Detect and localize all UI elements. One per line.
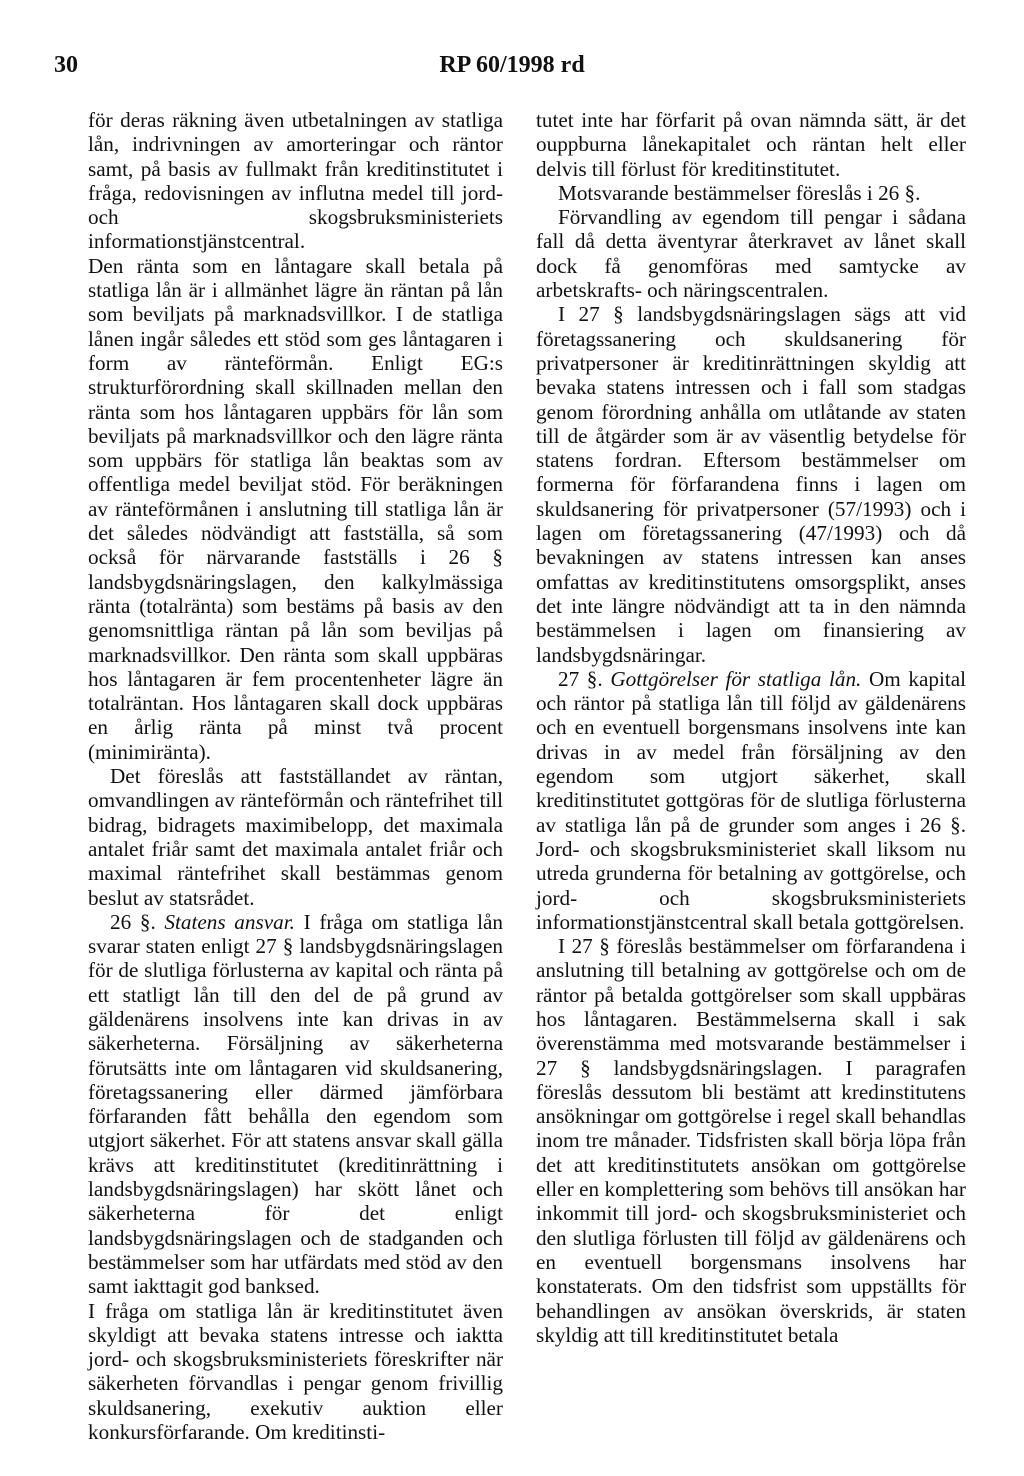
- page-number: 30: [54, 52, 78, 78]
- paragraph: I 27 § föreslås bestämmelser om förfarandena i anslutning till betalning av gottgörelse och om de räntor på betalda gottgörelser som skall uppbäras hos låntagaren. Bestämmelserna skall i sak överenstämma med motsvarande bestämmelser i 27 § landsbygdsnäringslagen. I paragrafen föreslås dessutom bli bestämt att kredinstitutens ansökningar om gottgörelse i regel skall behandlas inom tre månader. Tidsfristen skall börja löpa från det att kreditinstitutets ansökan om gottgörelse eller en komplettering som behövs till ansökan har inkommit till jord- och skogsbruksministeriet och den slutliga förlusten till följd av gäldenärens och en eventuell borgensmans insolvens har konstaterats. Om den tidsfrist som uppställts för behandlingen av ansökan överskrids, är staten skyldig att till kreditinstitutet betala: [536, 934, 966, 1347]
- paragraph: Den ränta som en låntagare skall betala på statliga lån är i allmänhet lägre än räntan på lån som beviljats på marknadsvillkor. I de statliga lånen ingår således ett stöd som ges låntagaren i form av ränteförmån. Enligt EG:s strukturförordning skall skillnaden mellan den ränta som hos låntagaren uppbärs för lån som beviljats på marknadsvillkor och den lägre ränta som uppbärs för statliga lån beaktas som av offentliga medel beviljat stöd. För beräkningen av ränteförmånen i anslutning till statliga lån är det således nödvändigt att fastställa, så som också för närvarande fastställs i 26 § landsbygdsnäringslagen, den kalkylmässiga ränta (totalränta) som bestäms på basis av den genomsnittliga räntan på lån som beviljas på marknadsvillkor. Den ränta som skall uppbäras hos låntagaren är fem procentenheter lägre än totalräntan. Hos låntagaren skall dock uppbäras en årlig ränta på minst två procent (minimiränta).: [88, 253, 503, 764]
- section-title: Statens ansvar.: [164, 909, 295, 934]
- paragraph: Det föreslås att fastställandet av räntan, omvandlingen av ränteförmån och räntefrihet till bidrag, bidragets maximibelopp, det maximala antalet friår samt det maximala antalet friår och maximal räntefrihet skall bestämmas genom beslut av statsrådet.: [88, 764, 503, 910]
- paragraph: för deras räkning även utbetalningen av statliga lån, indrivningen av amorteringar och räntor samt, på basis av fullmakt från kreditinstitutet i fråga, redovisningen av influtna medel till jord- och skogsbruksministeriets informationstjänstcentral.: [88, 108, 503, 254]
- section-paragraph: [536, 667, 966, 934]
- section-title: Gottgörelser för statliga lån.: [610, 666, 862, 691]
- paragraph: I fråga om statliga lån är kreditinstitutet även skyldigt att bevaka statens intresse och iaktta jord- och skogsbruksministeriets föreskrifter när säkerheten förvandlas i pengar genom frivillig skuldsanering, exekutiv auktion eller konkursförfarande. Om kreditinsti-: [88, 1298, 503, 1445]
- paragraph: Förvandling av egendom till pengar i sådana fall då detta äventyrar återkravet av lånet skall dock få genomföras med samtycke av arbetskrafts- och näringscentralen.: [536, 205, 966, 303]
- section-number: 27 §.: [558, 666, 603, 691]
- paragraph: I 27 § landsbygdsnäringslagen sägs att vid företagssanering och skuldsanering för privatpersoner är kreditinrättningen skyldig att bevaka statens intressen och i fall som stadgas genom förordning anhålla om utlåtande av staten till de åtgärder som är av väsentlig betydelse för statens fordran. Eftersom bestämmelser om formerna för förfarandena finns i lagen om skuldsanering för privatpersoner (57/1993) och i lagen om företagssanering (47/1993) och då bevakningen av statens intressen kan anses omfattas av kreditinstitutens omsorgsplikt, anses det inte längre nödvändigt att ta in den nämnda bestämmelsen i lagen om finansiering av landsbygdsnäringar.: [536, 302, 966, 667]
- section-text: Om kapital och räntor på statliga lån till följd av gäldenärens och en eventuell borgensmans insolvens inte kan drivas in av medel från försäljning av den egendom som utgjort säkerhet, skall kreditinstitutet gottgöras för de slutliga förlusterna av statliga lån på de grunder som anges i 26 §. Jord- och skogsbruksministeriet skall liksom nu utreda grunderna för betalning av gottgörelse, och jord- och skogsbruksministeriets informationstjänstcentral skall betala gottgörelsen.: [536, 666, 967, 934]
- paragraph: Motsvarande bestämmelser föreslås i 26 §.: [558, 180, 921, 205]
- section-number: 26 §.: [110, 909, 156, 934]
- document-id: RP 60/1998 rd: [439, 52, 585, 78]
- left-column: [88, 108, 503, 1444]
- section-paragraph: [88, 910, 503, 1299]
- paragraph: tutet inte har förfarit på ovan nämnda sätt, är det ouppburna lånekapitalet och räntan helt eller delvis till förlust för kreditinstitutet.: [536, 108, 966, 181]
- section-text: I fråga om statliga lån svarar staten enligt 27 § landsbygdsnäringslagen för de slutliga förlusterna av kapital och ränta på ett statligt lån till den del de på grund av gäldenärens insolvens inte kan drivas in av säkerheterna. Försäljning av säkerheterna förutsätts inte om låntagaren vid skuldsanering, företagssanering eller därmed jämförbara förfaranden fått behålla den egendom som utgjort säkerhet. För att statens ansvar skall gälla krävs att kreditinstitutet (kreditinrättning i landsbygdsnäringslagen) har skött lånet och säkerheterna för det enligt landsbygdsnäringslagen och de stadganden och bestämmelser som har utfärdats med stöd av den samt iakttagit god banksed.: [88, 909, 503, 1299]
- right-column: [536, 108, 966, 1347]
